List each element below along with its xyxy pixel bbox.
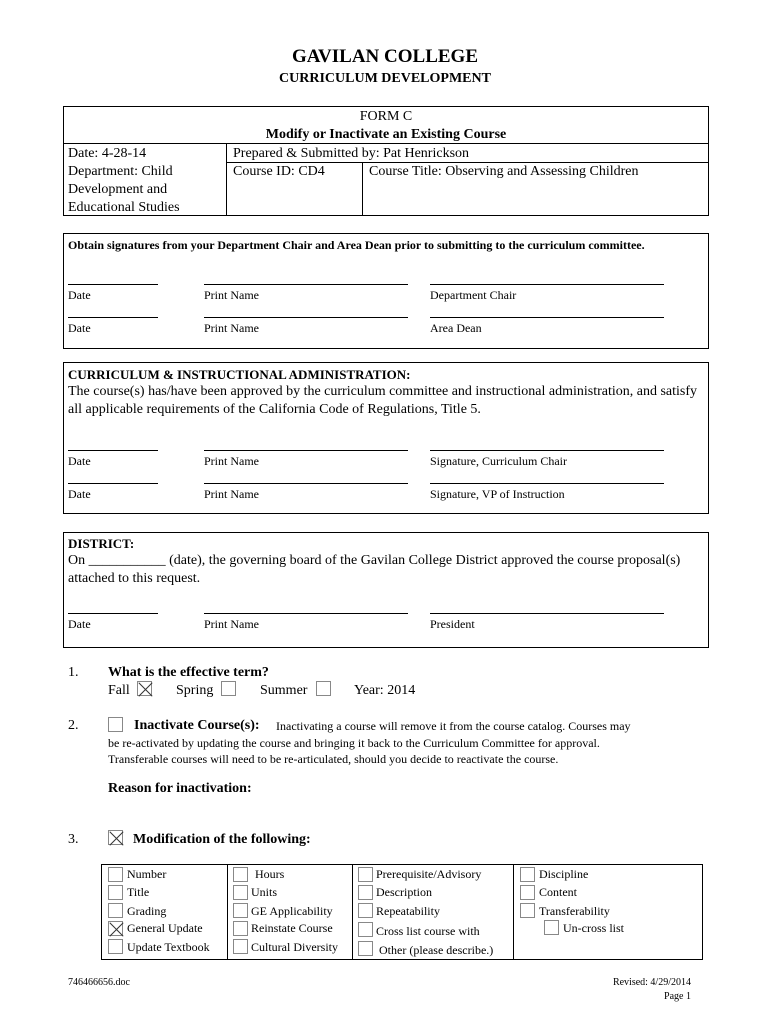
divider bbox=[352, 864, 353, 960]
area-dean-caption: Area Dean bbox=[430, 321, 482, 335]
page-subtitle: CURRICULUM DEVELOPMENT bbox=[279, 71, 491, 86]
print-name-caption: Print Name bbox=[204, 288, 259, 302]
fall-checkbox[interactable] bbox=[137, 681, 152, 696]
reinstate-course-checkbox[interactable] bbox=[233, 921, 248, 936]
dept-chair-line[interactable] bbox=[430, 284, 664, 285]
print-name-line[interactable] bbox=[204, 483, 408, 484]
print-name-line[interactable] bbox=[204, 317, 408, 318]
q1-question: What is the effective term? bbox=[108, 665, 269, 680]
print-name-line[interactable] bbox=[204, 450, 408, 451]
date-line[interactable] bbox=[68, 450, 158, 451]
signature-instruction: Obtain signatures from your Department Chair and Area Dean prior to submitting to the curriculum committee. bbox=[68, 238, 645, 252]
un-cross-list-checkbox[interactable] bbox=[544, 920, 559, 935]
hours-checkbox[interactable] bbox=[233, 867, 248, 882]
option-update-textbook: Update Textbook bbox=[127, 940, 210, 954]
q3-number: 3. bbox=[68, 832, 79, 847]
units-checkbox[interactable] bbox=[233, 885, 248, 900]
option-hours: Hours bbox=[255, 867, 285, 881]
cultural-diversity-checkbox[interactable] bbox=[233, 939, 248, 954]
area-dean-line[interactable] bbox=[430, 317, 664, 318]
option-discipline: Discipline bbox=[539, 867, 589, 881]
print-name-caption: Print Name bbox=[204, 487, 259, 501]
date-caption: Date bbox=[68, 321, 91, 335]
option-cultural-diversity: Cultural Diversity bbox=[251, 940, 338, 954]
president-caption: President bbox=[430, 617, 475, 631]
summer-label: Summer bbox=[260, 683, 308, 698]
content-checkbox[interactable] bbox=[520, 885, 535, 900]
print-name-line[interactable] bbox=[204, 613, 408, 614]
curriculum-chair-line[interactable] bbox=[430, 450, 664, 451]
course-title: Course Title: Observing and Assessing Children bbox=[369, 164, 639, 179]
cross-list-checkbox[interactable] bbox=[358, 922, 373, 937]
divider bbox=[513, 864, 514, 960]
district-heading: DISTRICT: bbox=[68, 536, 135, 551]
date-caption: Date bbox=[68, 454, 91, 468]
divider bbox=[227, 864, 228, 960]
repeatability-checkbox[interactable] bbox=[358, 903, 373, 918]
option-grading: Grading bbox=[127, 904, 167, 918]
q1-number: 1. bbox=[68, 665, 79, 680]
other-checkbox[interactable] bbox=[358, 941, 373, 956]
title-checkbox[interactable] bbox=[108, 885, 123, 900]
q2-number: 2. bbox=[68, 718, 79, 733]
option-un-cross-list: Un-cross list bbox=[563, 921, 624, 935]
prepared-by: Prepared & Submitted by: Pat Henrickson bbox=[233, 146, 470, 161]
district-text: On ___________ (date), the governing board of the Gavilan College District approved the course proposal(s) attached to this request. bbox=[68, 553, 681, 586]
year-field[interactable]: Year: 2014 bbox=[354, 683, 416, 698]
general-update-checkbox[interactable] bbox=[108, 921, 123, 936]
spring-checkbox[interactable] bbox=[221, 681, 236, 696]
modification-checkbox[interactable] bbox=[108, 830, 123, 845]
print-name-caption: Print Name bbox=[204, 454, 259, 468]
form-date: Date: 4-28-14 bbox=[68, 146, 147, 161]
transferability-checkbox[interactable] bbox=[520, 903, 535, 918]
date-line[interactable] bbox=[68, 284, 158, 285]
date-line[interactable] bbox=[68, 317, 158, 318]
inactivate-label: Inactivate Course(s): bbox=[134, 718, 260, 733]
curriculum-chair-caption: Signature, Curriculum Chair bbox=[430, 454, 567, 468]
grading-checkbox[interactable] bbox=[108, 903, 123, 918]
option-content: Content bbox=[539, 885, 577, 899]
spring-label: Spring bbox=[176, 683, 214, 698]
form-description: Modify or Inactivate an Existing Course bbox=[265, 127, 507, 142]
footer-page-number: Page 1 bbox=[664, 991, 691, 1002]
print-name-caption: Print Name bbox=[204, 617, 259, 631]
option-transferability: Transferability bbox=[539, 904, 610, 918]
form-name: FORM C bbox=[359, 109, 413, 124]
option-cross-list: Cross list course with bbox=[376, 924, 480, 938]
option-general-update: General Update bbox=[127, 921, 203, 935]
reason-label: Reason for inactivation: bbox=[108, 781, 252, 796]
summer-checkbox[interactable] bbox=[316, 681, 331, 696]
date-caption: Date bbox=[68, 487, 91, 501]
department: Department: Child Development and Educational Studies bbox=[68, 164, 180, 215]
district-box bbox=[63, 532, 709, 648]
print-name-caption: Print Name bbox=[204, 321, 259, 335]
president-line[interactable] bbox=[430, 613, 664, 614]
prerequisite-checkbox[interactable] bbox=[358, 867, 373, 882]
number-checkbox[interactable] bbox=[108, 867, 123, 882]
option-ge-applicability: GE Applicability bbox=[251, 904, 333, 918]
date-caption: Date bbox=[68, 617, 91, 631]
course-id: Course ID: CD4 bbox=[233, 164, 325, 179]
option-units: Units bbox=[251, 885, 278, 899]
footer-revised: Revised: 4/29/2014 bbox=[612, 977, 691, 988]
modification-label: Modification of the following: bbox=[133, 832, 311, 847]
ge-applicability-checkbox[interactable] bbox=[233, 903, 248, 918]
admin-heading: CURRICULUM & INSTRUCTIONAL ADMINISTRATION: bbox=[68, 367, 411, 382]
inactivate-text: Transferable courses will need to be re-articulated, should you decide to reactivate the course. bbox=[108, 752, 559, 766]
inactivate-text: Inactivating a course will remove it from the course catalog. Courses may bbox=[276, 719, 631, 733]
option-reinstate-course: Reinstate Course bbox=[251, 921, 333, 935]
dept-chair-caption: Department Chair bbox=[430, 288, 517, 302]
admin-text: The course(s) has/have been approved by the curriculum committee and instructional administration, and satisfy all applicable requirements of the California Code of Regulations, Title 5. bbox=[68, 384, 698, 417]
inactivate-text: be re-activated by updating the course and bringing it back to the Curriculum Committee for approval. bbox=[108, 736, 600, 750]
divider bbox=[362, 162, 363, 216]
inactivate-checkbox[interactable] bbox=[108, 717, 123, 732]
vp-instruction-caption: Signature, VP of Instruction bbox=[430, 487, 565, 501]
option-description: Description bbox=[376, 885, 432, 899]
description-checkbox[interactable] bbox=[358, 885, 373, 900]
date-caption: Date bbox=[68, 288, 91, 302]
option-title: Title bbox=[127, 885, 150, 899]
option-repeatability: Repeatability bbox=[376, 904, 440, 918]
vp-instruction-line[interactable] bbox=[430, 483, 664, 484]
divider bbox=[226, 143, 227, 216]
footer-filename: 746466656.doc bbox=[68, 977, 130, 988]
option-number: Number bbox=[127, 867, 167, 881]
date-line[interactable] bbox=[68, 483, 158, 484]
college-name: GAVILAN COLLEGE bbox=[291, 46, 478, 67]
date-line[interactable] bbox=[68, 613, 158, 614]
discipline-checkbox[interactable] bbox=[520, 867, 535, 882]
fall-label: Fall bbox=[108, 683, 130, 698]
option-prerequisite: Prerequisite/Advisory bbox=[376, 867, 482, 881]
update-textbook-checkbox[interactable] bbox=[108, 939, 123, 954]
option-other: Other (please describe.) bbox=[379, 943, 494, 957]
print-name-line[interactable] bbox=[204, 284, 408, 285]
